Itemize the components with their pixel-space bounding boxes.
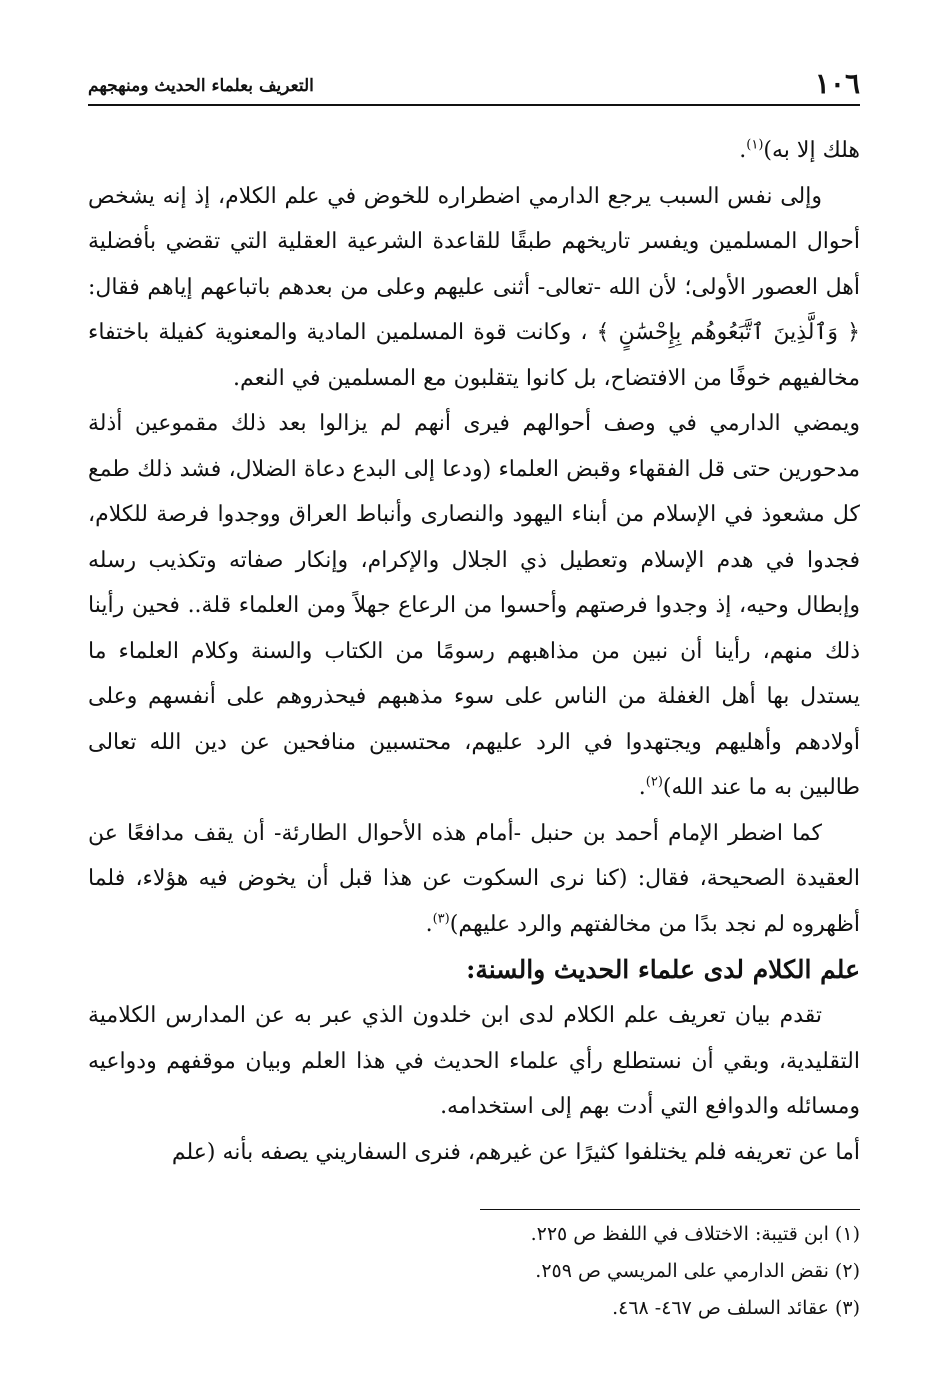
footnote: (٢) نقض الدارمي على المريسي ص ٢٥٩. bbox=[535, 1260, 860, 1282]
book-page bbox=[88, 66, 860, 1356]
footnote-divider bbox=[480, 1209, 860, 1210]
footnote: (٣) عقائد السلف ص ٤٦٧- ٤٦٨. bbox=[612, 1297, 860, 1319]
footnote-ref: (٣) bbox=[432, 911, 450, 927]
footnote: (١) ابن قتيبة: الاختلاف في اللفظ ص ٢٢٥. bbox=[530, 1223, 860, 1245]
running-header bbox=[88, 66, 860, 106]
paragraph-continuation: هلك إلا به)$^{(١)}$. bbox=[739, 137, 860, 163]
footnotes bbox=[88, 1216, 860, 1327]
footnote-ref: (٢) bbox=[645, 774, 663, 790]
paragraph: كما اضطر الإمام أحمد بن حنبل -أمام هذه الأحوال الطارئة- أن يقف مدافعًا عن العقيدة الصحيحة، فقال: (كنا نرى السكوت عن هذا قبل أن يخوض فيه هؤلاء، فلما أظهروه لم نجد بدًا من مخالفتهم والرد عليهم)$^{(٣)}$. bbox=[88, 820, 860, 937]
body-text bbox=[88, 128, 860, 1175]
paragraph: ويمضي الدارمي في وصف أحوالهم فيرى أنهم لم يزالوا بعد ذلك مقموعين أذلة مدحورين حتى قل الفقهاء وقبض العلماء (ودعا إلى البدع دعاة الضلال، فشد ذلك طمع كل مشعوذ في الإسلام من أبناء اليهود والنصارى وأنباط العراق ووجدوا فرصة للكلام، فجدوا في هدم الإسلام وتعطيل ذي الجلال والإكرام، وإنكار صفاته وتكذيب رسله وإبطال وحيه، إذ وجدوا فرصتهم وأحسوا من الرعاع جهلاً ومن العلماء قلة.. فحين رأينا ذلك منهم، رأينا أن نبين من مذاهبهم رسومًا من الكتاب والسنة وكلام العلماء ما يستدل بها أهل الغفلة من الناس على سوء مذهبهم فيحذروهم على أنفسهم وعلى أولادهم وأهليهم ويجتهدوا في الرد عليهم، محتسبين منافحين عن دين الله تعالى طالبين به ما عند الله)$^{(٢)}$. bbox=[88, 411, 860, 800]
running-title: التعريف بعلماء الحديث ومنهجهم bbox=[88, 76, 314, 96]
page-number: ١٠٦ bbox=[814, 67, 860, 100]
paragraph: وإلى نفس السبب يرجع الدارمي اضطراره للخوض في علم الكلام، إذ إنه يشخص أحوال المسلمين ويفسر تاريخهم طبقًا للقاعدة الشرعية العقلية التي تقضي بأفضلية أهل العصور الأولى؛ لأن الله -تعالى- أثنى عليهم وعلى من بعدهم باتباعهم إياهم فقال: ﴿ وَٱلَّذِينَ ٱتَّبَعُوهُم بِإِحْسَٰنٍ ﴾ ، وكانت قوة المسلمين المادية والمعنوية كفيلة باختفاء مخالفيهم خوفًا من الافتضاح، بل كانوا يتقلبون مع المسلمين في النعم. bbox=[88, 183, 860, 391]
section-heading: علم الكلام لدى علماء الحديث والسنة: bbox=[466, 955, 860, 984]
paragraph: تقدم بيان تعريف علم الكلام لدى ابن خلدون الذي عبر به عن المدارس الكلامية التقليدية، وبقي أن نستطلع رأي علماء الحديث في هذا العلم وبيان موقفهم ودواعيه ومسائله والدوافع التي أدت بهم إلى استخدامه. bbox=[88, 1003, 860, 1119]
paragraph: أما عن تعريفه فلم يختلفوا كثيرًا عن غيرهم، فنرى السفاريني يصفه بأنه (علم bbox=[171, 1139, 860, 1165]
footnote-ref: (١) bbox=[746, 137, 764, 153]
